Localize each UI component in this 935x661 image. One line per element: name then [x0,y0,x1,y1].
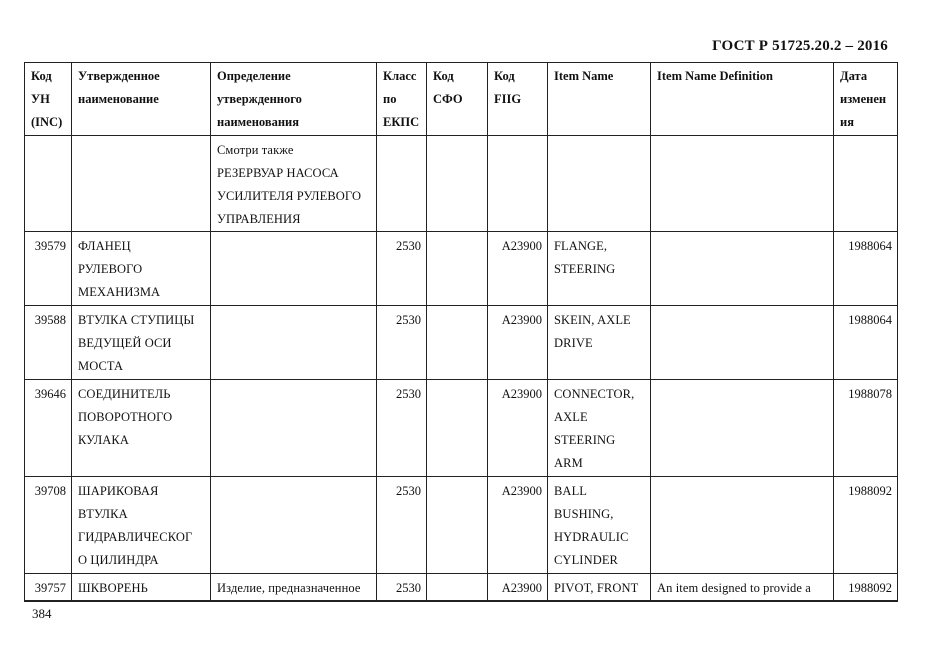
cell-class: 2530 [377,574,427,602]
cell-date: 1988064 [834,232,898,306]
header-line: Класс [383,69,417,83]
cell-line: ВЕДУЩЕЙ ОСИ [78,336,172,350]
cell-class: 2530 [377,380,427,477]
cell-date: 1988078 [834,380,898,477]
cell-line: ARM [554,456,583,470]
cell-fiig: A23900 [488,477,548,574]
cell-date: 1988064 [834,306,898,380]
cell-line: УПРАВЛЕНИЯ [217,212,301,226]
cell-line: ВТУЛКА [78,507,128,521]
cell-fiig: A23900 [488,574,548,602]
header-line: по [383,92,397,106]
cell-class: 2530 [377,306,427,380]
cell-approved-name [72,136,211,232]
cell-line: HYDRAULIC [554,530,629,544]
cell-line: ПОВОРОТНОГО [78,410,173,424]
cell-date: 1988092 [834,477,898,574]
header-line: FIIG [494,92,522,106]
cell-item-definition: An item designed to provide a [651,574,834,602]
cell-definition [211,136,377,232]
cell-approved-name [72,306,211,380]
header-line: утвержденного [217,92,302,106]
table-row [25,574,898,602]
cell-line: BALL [554,484,588,498]
cell-line: О ЦИЛИНДРА [78,553,159,567]
cell-line: Смотри также [217,143,294,157]
cell-sfo [427,380,488,477]
cell-definition [211,306,377,380]
cell-fiig [488,136,548,232]
cell-sfo [427,306,488,380]
cell-line: AXLE [554,410,588,424]
cell-inc: 39646 [25,380,72,477]
header-line: Определение [217,69,291,83]
header-line: Код [31,69,52,83]
table-row [25,306,898,380]
column-header-item-name [548,63,651,136]
header-line: Код [433,69,454,83]
header-line: Утвержденное [78,69,160,83]
cell-fiig: A23900 [488,380,548,477]
cell-line: SKEIN, AXLE [554,313,631,327]
cell-definition [211,574,377,602]
cell-approved-name [72,574,211,602]
column-header-sfo [427,63,488,136]
cell-inc: 39588 [25,306,72,380]
table-row [25,232,898,306]
cell-line: КУЛАКА [78,433,129,447]
cell-line: МЕХАНИЗМА [78,285,161,299]
cell-line: DRIVE [554,336,593,350]
cell-fiig: A23900 [488,306,548,380]
cell-sfo [427,136,488,232]
cell-class: 2530 [377,477,427,574]
cell-item-name [548,232,651,306]
cell-definition [211,477,377,574]
cell-line: РУЛЕВОГО [78,262,143,276]
cell-line: ВТУЛКА СТУПИЦЫ [78,313,195,327]
header-line: изменен [840,92,887,106]
cell-approved-name [72,232,211,306]
cell-line: ШКВОРЕНЬ [78,581,148,595]
column-header-class [377,63,427,136]
header-line: ЕКПС [383,115,420,129]
cell-sfo [427,232,488,306]
cell-sfo [427,477,488,574]
cell-item-definition [651,136,834,232]
header-line: Item Name [554,69,614,83]
header-line: СФО [433,92,463,106]
cell-approved-name [72,477,211,574]
cell-line: ФЛАНЕЦ [78,239,131,253]
cell-fiig: A23900 [488,232,548,306]
cell-date [834,136,898,232]
cell-line: BUSHING, [554,507,614,521]
header-line: наименования [217,115,300,129]
cell-item-definition [651,306,834,380]
cell-inc: 39579 [25,232,72,306]
cell-line: STEERING [554,262,616,276]
data-table [24,62,898,602]
table-header-row [25,63,898,136]
column-header-fiig [488,63,548,136]
cell-line: ГИДРАВЛИЧЕСКОГ [78,530,193,544]
cell-item-name [548,306,651,380]
table-row [25,380,898,477]
cell-definition [211,232,377,306]
column-header-inc [25,63,72,136]
column-header-item-definition [651,63,834,136]
column-header-date [834,63,898,136]
cell-item-name [548,574,651,602]
cell-line: PIVOT, FRONT [554,581,639,595]
document-standard-number: ГОСТ Р 51725.20.2 – 2016 [712,38,888,54]
header-line: Код [494,69,515,83]
cell-sfo [427,574,488,602]
header-line: Item Name Definition [657,69,773,83]
header-line: наименование [78,92,159,106]
table-row [25,477,898,574]
header-line: УН [31,92,50,106]
cell-line: STEERING [554,433,616,447]
cell-item-definition [651,232,834,306]
cell-date: 1988092 [834,574,898,602]
cell-inc [25,136,72,232]
cell-item-name [548,136,651,232]
cell-line: РЕЗЕРВУАР НАСОСА [217,166,339,180]
cell-line: МОСТА [78,359,124,373]
column-header-definition [211,63,377,136]
cell-line: CYLINDER [554,553,618,567]
cell-line: CONNECTOR, [554,387,635,401]
cell-line: СОЕДИНИТЕЛЬ [78,387,171,401]
cell-item-name [548,380,651,477]
cell-inc: 39708 [25,477,72,574]
cell-line: Изделие, предназначенное [217,581,361,595]
cell-line: ШАРИКОВАЯ [78,484,159,498]
table-row [25,136,898,232]
cell-item-name [548,477,651,574]
cell-inc: 39757 [25,574,72,602]
cell-definition [211,380,377,477]
cell-item-definition [651,477,834,574]
header-line: Дата [840,69,868,83]
cell-line: FLANGE, [554,239,608,253]
cell-line: УСИЛИТЕЛЯ РУЛЕВОГО [217,189,362,203]
header-line: ия [840,115,854,129]
cell-class: 2530 [377,232,427,306]
header-line: (INC) [31,115,63,129]
cell-approved-name [72,380,211,477]
cell-item-definition [651,380,834,477]
cell-class [377,136,427,232]
page-number: 384 [32,606,52,621]
column-header-approved-name [72,63,211,136]
